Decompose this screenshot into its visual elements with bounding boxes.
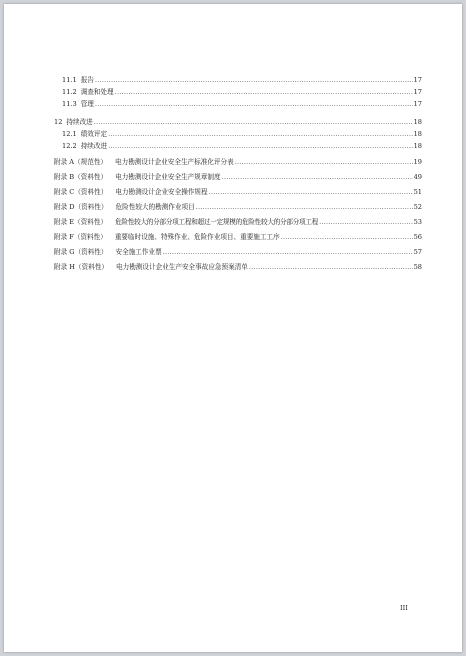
- toc-entry-11-3[interactable]: [62, 98, 422, 110]
- toc-leader-dots: [196, 203, 413, 211]
- appendix-label: 附录 C: [54, 188, 75, 196]
- toc-entry-title: 调查和处理: [80, 88, 114, 96]
- toc-entry-title: 绩效评定: [80, 130, 108, 138]
- toc-leader-dots: [209, 188, 413, 196]
- toc-entry-page: 56: [413, 233, 422, 241]
- toc-entry-number: 11.1: [62, 76, 77, 84]
- toc-leader-dots: [163, 248, 413, 256]
- appendix-title: 危险性较大的勘测作业项目: [115, 203, 195, 211]
- page-number: III: [400, 604, 408, 612]
- appendix-type-tag: （资料性）: [74, 218, 108, 226]
- appendix-title: 电力勘测设计企业安全生产规章制度: [115, 173, 221, 181]
- toc-entry-number: 11.2: [62, 88, 77, 96]
- appendix-label: 附录 F: [54, 233, 74, 241]
- toc-entry-number: 12: [54, 118, 63, 126]
- toc-entry-title: 管理: [80, 100, 94, 108]
- appendix-label: 附录 A: [54, 158, 75, 166]
- appendix-type-tag: （资料性）: [73, 233, 107, 241]
- appendix-title: 危险性较大的分部分项工程和超过一定规模的危险性较大的分部分项工程: [115, 218, 319, 226]
- toc-appendix-e[interactable]: [54, 216, 422, 228]
- appendix-label: 附录 D: [54, 203, 75, 211]
- toc-entry-number: 11.3: [62, 100, 77, 108]
- toc-leader-dots: [222, 173, 413, 181]
- toc-entry-number: 12.2: [62, 142, 77, 150]
- toc-appendix-c[interactable]: [54, 186, 422, 198]
- toc-entry-page: 51: [413, 188, 422, 196]
- toc-leader-dots: [281, 233, 413, 241]
- toc-leader-dots: [95, 76, 413, 84]
- appendix-label: 附录 B: [54, 173, 75, 181]
- appendix-title: 安全施工作业票: [115, 248, 162, 256]
- toc-entry-number: 12.1: [62, 130, 77, 138]
- toc-entry-title: 报告: [80, 76, 94, 84]
- toc-entry-11-1[interactable]: [62, 74, 422, 86]
- toc-leader-dots: [115, 88, 413, 96]
- toc-entry-page: 18: [413, 130, 422, 138]
- appendix-type-tag: （资料性）: [75, 263, 109, 271]
- toc-entry-page: 18: [413, 118, 422, 126]
- toc-entry-page: 58: [413, 263, 422, 271]
- toc-leader-dots: [108, 130, 413, 138]
- toc-leader-dots: [249, 263, 413, 271]
- toc-entry-page: 18: [413, 142, 422, 150]
- document-page: [4, 4, 462, 652]
- toc-appendix-b[interactable]: [54, 171, 422, 183]
- toc-entry-page: 17: [413, 88, 422, 96]
- appendix-type-tag: （资料性）: [74, 203, 108, 211]
- toc-entry-page: 17: [413, 76, 422, 84]
- toc-entry-page: 53: [413, 218, 422, 226]
- toc-leader-dots: [95, 100, 413, 108]
- toc-entry-page: 17: [413, 100, 422, 108]
- toc-leader-dots: [235, 158, 413, 166]
- toc-entry-page: 52: [413, 203, 422, 211]
- toc-entry-12-2[interactable]: [62, 140, 422, 152]
- toc-leader-dots: [94, 118, 413, 126]
- toc-entry-12[interactable]: [54, 116, 422, 128]
- toc-entry-title: 持续改进: [80, 142, 108, 150]
- appendix-label: 附录 G: [54, 248, 75, 256]
- appendix-type-tag: （资料性）: [74, 188, 108, 196]
- toc-entry-title: 持续改进: [66, 118, 93, 126]
- toc-entry-page: 57: [413, 248, 422, 256]
- appendix-title: 电力勘测设计企业生产安全事故应急预案清单: [116, 263, 248, 271]
- appendix-type-tag: （资料性）: [74, 248, 108, 256]
- toc-entry-11-2[interactable]: [62, 86, 422, 98]
- toc-appendix-h[interactable]: [54, 261, 422, 273]
- toc-appendix-g[interactable]: [54, 246, 422, 258]
- toc-entry-page: 49: [413, 173, 422, 181]
- appendix-title: 重要临时设施、特殊作业、危险作业项目、重要施工工序: [114, 233, 280, 241]
- appendix-label: 附录 E: [54, 218, 75, 226]
- appendix-title: 电力勘测设计企业安全生产标准化评分表: [115, 158, 234, 166]
- toc-appendix-d[interactable]: [54, 201, 422, 213]
- toc-leader-dots: [319, 218, 413, 226]
- toc-appendix-f[interactable]: [54, 231, 422, 243]
- appendix-type-tag: （资料性）: [74, 173, 108, 181]
- toc-appendix-a[interactable]: [54, 156, 422, 168]
- toc-entry-page: 19: [413, 158, 422, 166]
- appendix-type-tag: （规范性）: [74, 158, 108, 166]
- appendix-title: 电力勘测设计企业安全操作规程: [115, 188, 208, 196]
- appendix-label: 附录 H: [54, 263, 76, 271]
- toc-entry-12-1[interactable]: [62, 128, 422, 140]
- toc-leader-dots: [108, 142, 413, 150]
